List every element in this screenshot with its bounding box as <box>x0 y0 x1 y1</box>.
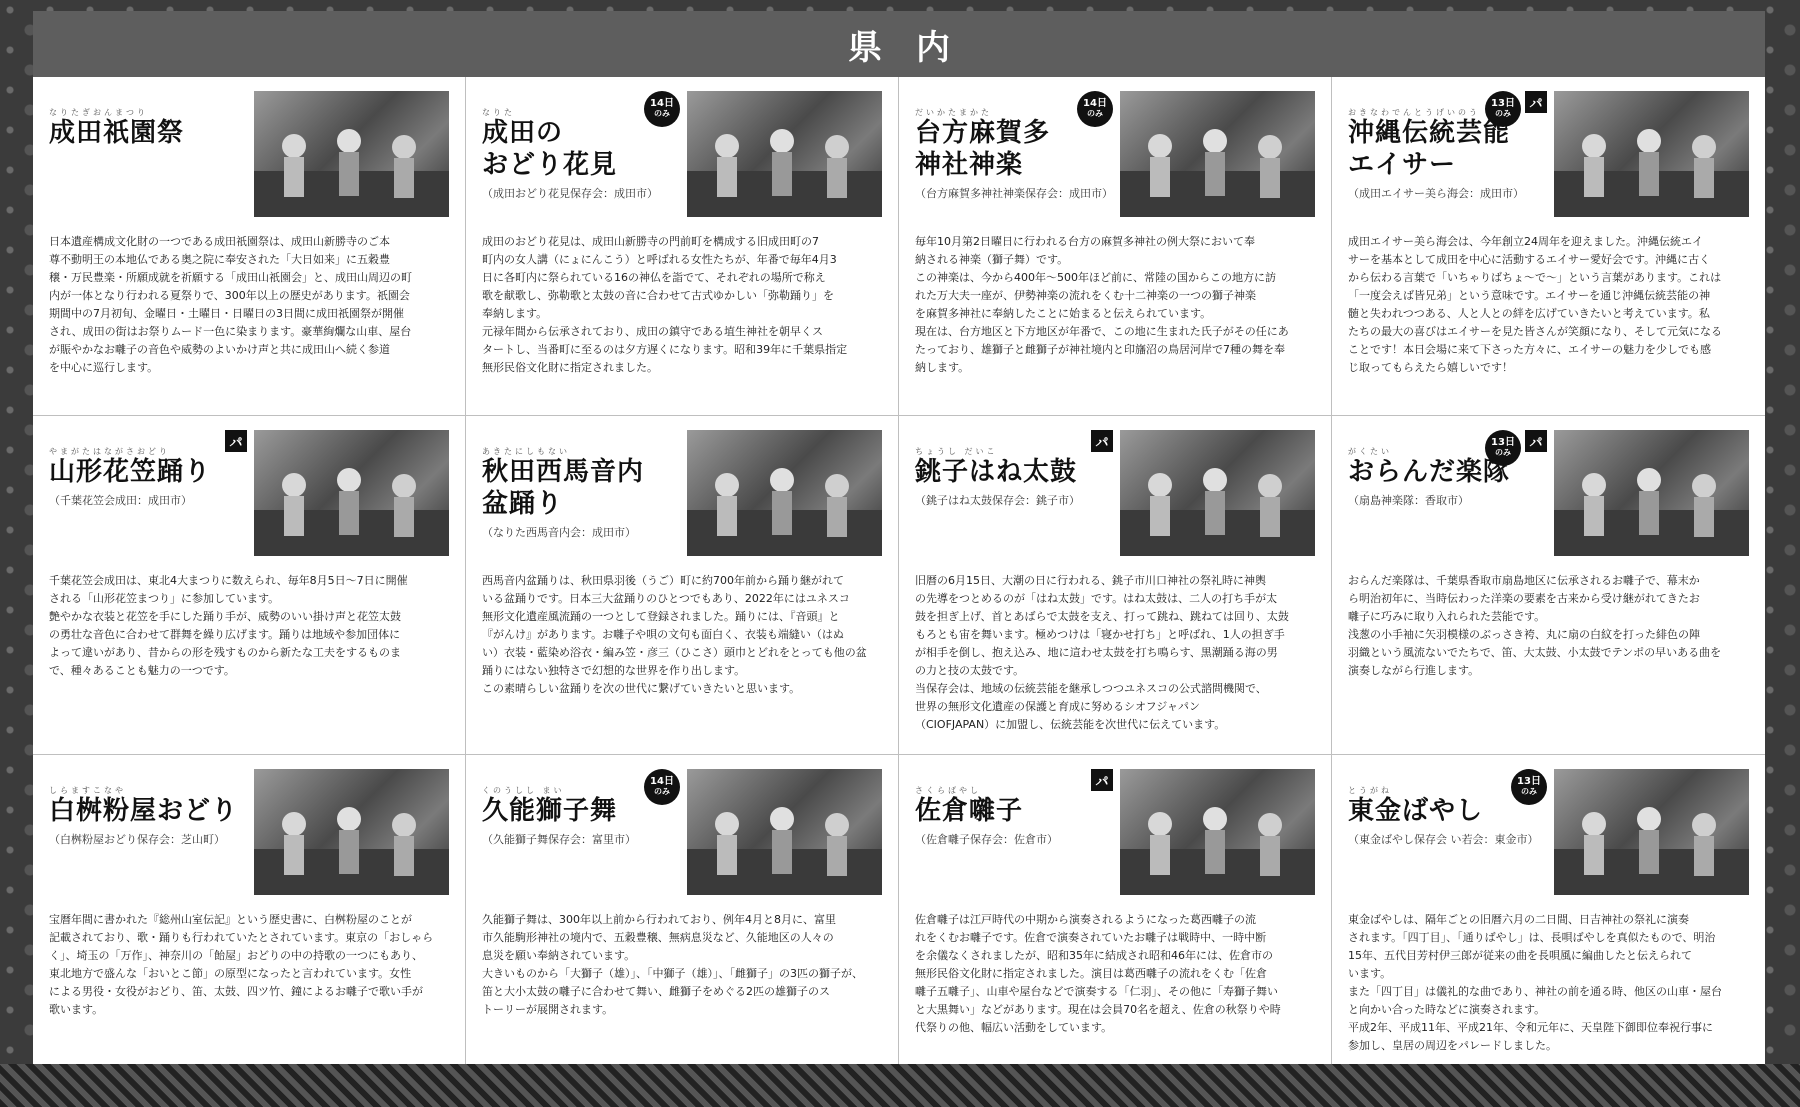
hayashi-stage-photo <box>1120 769 1315 895</box>
program-organization: （成田エイサー美ら海会：成田市） <box>1348 187 1524 200</box>
program-card <box>1332 416 1765 755</box>
program-description: 宝暦年間に書かれた『総州山室伝記』という歴史書に、白桝粉屋のことが 記載されており、歌・踊りも行われていたとされています。東京の「おしゃら く」、埼玉の「万作」、神奈川の「飴屋」おどりの中の持歌の一つにもあり、 東北地方で盛んな「おいとこ節」の原型になったと言われています。女性 による男役・女役がおどり、笛、太鼓、四ツ竹、鐘によるお囃子で歌い手が 歌います。 <box>49 913 434 1016</box>
title-furigana: なりた <box>482 108 515 117</box>
program-card <box>1332 755 1765 1064</box>
program-organization: （成田おどり花見保存会：成田市） <box>482 187 658 200</box>
program-description: 旧暦の6月15日、大潮の日に行われる、銚子市川口神社の祭礼時に神輿 の先導をつとめるのが「はね太鼓」です。はね太鼓は、二人の打ち手が太 鼓を担ぎ上げ、首とあばらで太鼓を支え、打って跳ね、跳ねては回り、太鼓 もろとも宙を舞います。極めつけは「寝かせ打ち」と呼ばれ、1人の担ぎ手 が相手を倒し、抱え込み、地に這わせ太鼓を打ち鳴らす、黒潮踊る海の男 の力と技の太鼓です。 当保存会は、地域の伝統芸能を継承しつつユネスコの公式諮問機関で、 世界の無形文化遺産の保護と育成に努めるシオフジャパン （CIOFJAPAN）に加盟し、伝統芸能を次世代に伝えています。 <box>915 574 1289 731</box>
eisa-performers-photo <box>1554 91 1749 217</box>
program-title-block <box>482 785 682 847</box>
page-header <box>33 11 1765 77</box>
program-card <box>33 755 466 1064</box>
program-description: 東金ばやしは、隔年ごとの旧暦六月の二日間、日吉神社の祭礼に演奏 されます。「四丁目」、「通りばやし」は、長唄ばやしを真似たもので、明治 15年、五代目芳村伊三郎が従来の曲を長唄風に編曲したと伝えられて います。 また「四丁目」は儀礼的な曲であり、神社の前を通る時、他区の山車・屋台 と向かい合った時などに演奏されます。 平成2年、平成11年、平成21年、令和元年に、天皇陛下御即位奉祝行事に 参加し、皇居の周辺をパレードしました。 <box>1348 913 1722 1052</box>
program-description: おらんだ楽隊は、千葉県香取市扇島地区に伝承されるお囃子で、幕末か ら明治初年に、当時伝わった洋楽の要素を古来から受け継がれてきたお 囃子に巧みに取り入れられた芸能です。 浅葱の小手袖に矢羽模様のぶっさき袴、丸に扇の白紋を打った緋色の陣 羽織という風流ないでたちで、笛、大太鼓、小太鼓でテンポの早いある曲を 演奏しながら行進します。 <box>1348 574 1722 677</box>
program-organization: （東金ばやし保存会 い若会：東金市） <box>1348 833 1539 846</box>
program-title: 沖縄伝統芸能 エイサー <box>1348 118 1511 180</box>
parade-badge: パ <box>1091 769 1113 791</box>
program-organization: （白桝粉屋おどり保存会：芝山町） <box>49 833 225 846</box>
program-card <box>899 77 1332 416</box>
parade-badge: パ <box>1525 91 1547 113</box>
parade-badge: パ <box>1525 430 1547 452</box>
day-badge-date: 14日 <box>650 98 674 109</box>
title-furigana: やまがたはながさおどり <box>49 447 170 456</box>
program-description: 西馬音内盆踊りは、秋田県羽後（うご）町に約700年前から踊り継がれて いる盆踊りです。日本三大盆踊りのひとつでもあり、2022年にはユネスコ 無形文化遺産風流踊の一つとして登録されました。踊りには、『音頭』と 『がんけ』があります。お囃子や唄の文句も面白く、衣装も端縫い（はぬ い）衣装・藍染め浴衣・編み笠・彦三（ひこさ）頭巾とどれをとっても他の盆 踊りにはない独特さで幻想的な世界を作り出します。 この素晴らしい盆踊りを次の世代に繋げていきたいと思います。 <box>482 574 867 695</box>
band-parade-photo <box>1554 430 1749 556</box>
program-organization: （台方麻賀多神社神楽保存会：成田市） <box>915 187 1113 200</box>
program-title-block <box>49 446 249 508</box>
program-title-block <box>1348 446 1548 508</box>
program-title-block <box>1348 785 1548 847</box>
title-furigana: とうがね <box>1348 786 1392 795</box>
program-card <box>466 755 899 1064</box>
program-title-block <box>915 446 1115 508</box>
program-title: 東金ばやし <box>1348 796 1484 826</box>
program-description: 千葉花笠会成田は、東北4大まつりに数えられ、毎年8月5日〜7日に開催 される「山形花笠まつり」に参加しています。 艶やかな衣装と花笠を手にした踊り手が、威勢のいい掛け声と花笠太鼓 の勇壮な音色に合わせて群舞を繰り広げます。踊りは地域や参加団体に よって違いがあり、昔からの形を残すものから新たな工夫をするものま で、種々あることも魅力の一つです。 <box>49 574 408 677</box>
hanagasa-dancers-photo <box>254 430 449 556</box>
day-badge-date: 13日 <box>1491 98 1515 109</box>
program-title: おらんだ楽隊 <box>1348 457 1511 487</box>
program-card <box>33 416 466 755</box>
lion-dance-photo <box>687 769 882 895</box>
festival-float-photo <box>254 91 449 217</box>
day-badge-date: 13日 <box>1517 776 1541 787</box>
program-title: 成田の おどり花見 <box>482 118 618 180</box>
program-organization: （扇島神楽隊：香取市） <box>1348 494 1469 507</box>
day-badge-only-label: のみ <box>1495 448 1511 457</box>
program-title-block <box>482 446 682 540</box>
program-organization: （銚子はね太鼓保存会：銚子市） <box>915 494 1080 507</box>
program-card <box>899 416 1332 755</box>
page-frame <box>33 11 1765 1064</box>
program-card <box>466 416 899 755</box>
program-card <box>1332 77 1765 416</box>
shishi-kagura-photo <box>1120 91 1315 217</box>
program-title: 秋田西馬音内 盆踊り <box>482 457 645 519</box>
program-card <box>33 77 466 416</box>
parade-badge: パ <box>225 430 247 452</box>
program-title: 久能獅子舞 <box>482 796 618 826</box>
day-badge-only-label: のみ <box>1087 109 1103 118</box>
title-furigana: おきなわでんとうげいのう <box>1348 108 1480 117</box>
program-description: 日本遺産構成文化財の一つである成田祇園祭は、成田山新勝寺のご本 尊不動明王の本地仏である奥之院に奉安された「大日如来」に五穀豊 穣・万民豊楽・所願成就を祈願する「成田山祇園会」と、成田山周辺の町 内が一体となり行われる夏祭りで、300年以上の歴史があります。祇園会 期間中の7月初旬、金曜日・土曜日・日曜日の3日間に成田祇園祭が開催 され、成田の街はお祭りムード一色に染まります。豪華絢爛な山車、屋台 が賑やかなお囃子の音色や威勢のよいかけ声と共に成田山へ続く参道 を中心に巡行します。 <box>49 235 412 374</box>
program-title-block <box>915 107 1115 201</box>
program-description: 佐倉囃子は江戸時代の中期から演奏されるようになった葛西囃子の流 れをくむお囃子です。佐倉で演奏されていたお囃子は戦時中、一時中断 を余儀なくされましたが、昭和35年に結成され昭和46年には、佐倉市の 無形民俗文化財に指定されました。演目は葛西囃子の流れをくむ「佐倉 囃子五囃子」、山車や屋台などで演奏する「仁羽」、その他に「寿獅子舞い と大黒舞い」などがあります。現在は会員70名を超え、佐倉の秋祭りや時 代祭りの他、幅広い活動をしています。 <box>915 913 1281 1034</box>
program-title: 銚子はね太鼓 <box>915 457 1078 487</box>
program-title: 白桝粉屋おどり <box>49 796 239 826</box>
program-title-block <box>49 107 249 149</box>
program-organization: （千葉花笠会成田：成田市） <box>49 494 192 507</box>
parade-badge: パ <box>1091 430 1113 452</box>
day-badge-date: 13日 <box>1491 437 1515 448</box>
dancers-group-photo <box>687 91 882 217</box>
taiko-drummers-photo <box>1120 430 1315 556</box>
title-furigana: だいかたまかた <box>915 108 992 117</box>
performance-grid <box>33 77 1765 1064</box>
program-title: 佐倉囃子 <box>915 796 1024 826</box>
day-badge-date: 14日 <box>1083 98 1107 109</box>
program-title: 成田祇園祭 <box>49 118 185 148</box>
title-furigana: しらますこなや <box>49 786 126 795</box>
program-title-block <box>1348 107 1548 201</box>
program-title: 山形花笠踊り <box>49 457 212 487</box>
title-furigana: くのうしし まい <box>482 786 565 795</box>
program-description: 成田エイサー美ら海会は、今年創立24周年を迎えました。沖縄伝統エイ サーを基本として成田を中心に活動するエイサー愛好会です。沖縄に古く から伝わる言葉で「いちゃりばちょ〜で〜」という言葉があります。これは 「一度会えば皆兄弟」という意味です。エイサーを通じ沖縄伝統芸能の神 髄と失われつつある、人と人との絆を広げていきたいと考えています。私 たちの最大の喜びはエイサーを見た皆さんが笑顔になり、そして元気になる ことです！本日会場に来て下さった方々に、エイサーの魅力を少しでも感 じ取ってもらえたら嬉しいです！ <box>1348 235 1722 374</box>
day-badge-only-label: のみ <box>1495 109 1511 118</box>
day-badge-only-label: のみ <box>654 787 670 796</box>
title-furigana: なりたぎおんまつり <box>49 108 148 117</box>
dancers-stage-photo <box>254 769 449 895</box>
title-furigana: あきたにしもない <box>482 447 570 456</box>
street-procession-photo <box>1554 769 1749 895</box>
decorative-pattern-band <box>0 1064 1800 1107</box>
bon-odori-photo <box>687 430 882 556</box>
program-description: 久能獅子舞は、300年以上前から行われており、例年4月と8月に、富里 市久能駒形神社の境内で、五穀豊穣、無病息災など、久能地区の人々の 息災を願い奉納されています。 大きいものから「大獅子（雄）」、「中獅子（雄）」、「雌獅子」の3匹の獅子が、 笛と大小太鼓の囃子に合わせて舞い、雌獅子をめぐる2匹の雄獅子のス トーリーが展開されます。 <box>482 913 863 1016</box>
program-description: 毎年10月第2日曜日に行われる台方の麻賀多神社の例大祭において奉 納される神楽（獅子舞）です。 この神楽は、今から400年〜500年ほど前に、常陸の国からこの地方に訪 れた万大夫一座が、伊勢神楽の流れをくむ十二神楽の一つの獅子神楽 を麻賀多神社に奉納したことに始まると伝えられています。 現在は、台方地区と下方地区が年番で、この地に生まれた氏子がその任にあ たっており、雄獅子と雌獅子が神社境内と印旛沼の鳥居河岸で7種の舞を奉 納します。 <box>915 235 1289 374</box>
program-title-block <box>482 107 682 201</box>
day-badge-only-label: のみ <box>654 109 670 118</box>
program-description: 成田のおどり花見は、成田山新勝寺の門前町を構成する旧成田町の7 町内の女人講（にょにんこう）と呼ばれる女性たちが、年番で毎年4月3 日に各町内に祭られている16の神仏を詣でて、それぞれの場所で称え 歌を献歌し、弥勒歌と太鼓の音に合わせて古式ゆかしい「弥勒踊り」を 奉納します。 元禄年間から伝承されており、成田の鎮守である埴生神社を朝早くス タートし、当番町に至るのは夕方遅くになります。昭和39年に千葉県指定 無形民俗文化財に指定されました。 <box>482 235 848 374</box>
program-title-block <box>49 785 249 847</box>
day-badge-only-label: のみ <box>1521 787 1537 796</box>
title-furigana: ちょうし だいこ <box>915 447 998 456</box>
program-card <box>466 77 899 416</box>
title-furigana: さくらばやし <box>915 786 981 795</box>
program-title: 台方麻賀多 神社神楽 <box>915 118 1051 180</box>
program-organization: （なりた西馬音内会：成田市） <box>482 526 636 539</box>
program-card <box>899 755 1332 1064</box>
program-title-block <box>915 785 1115 847</box>
header-title: 県内 <box>848 27 984 68</box>
title-furigana: がくたい <box>1348 447 1392 456</box>
program-organization: （佐倉囃子保存会：佐倉市） <box>915 833 1058 846</box>
day-badge-date: 14日 <box>650 776 674 787</box>
program-organization: （久能獅子舞保存会：富里市） <box>482 833 636 846</box>
